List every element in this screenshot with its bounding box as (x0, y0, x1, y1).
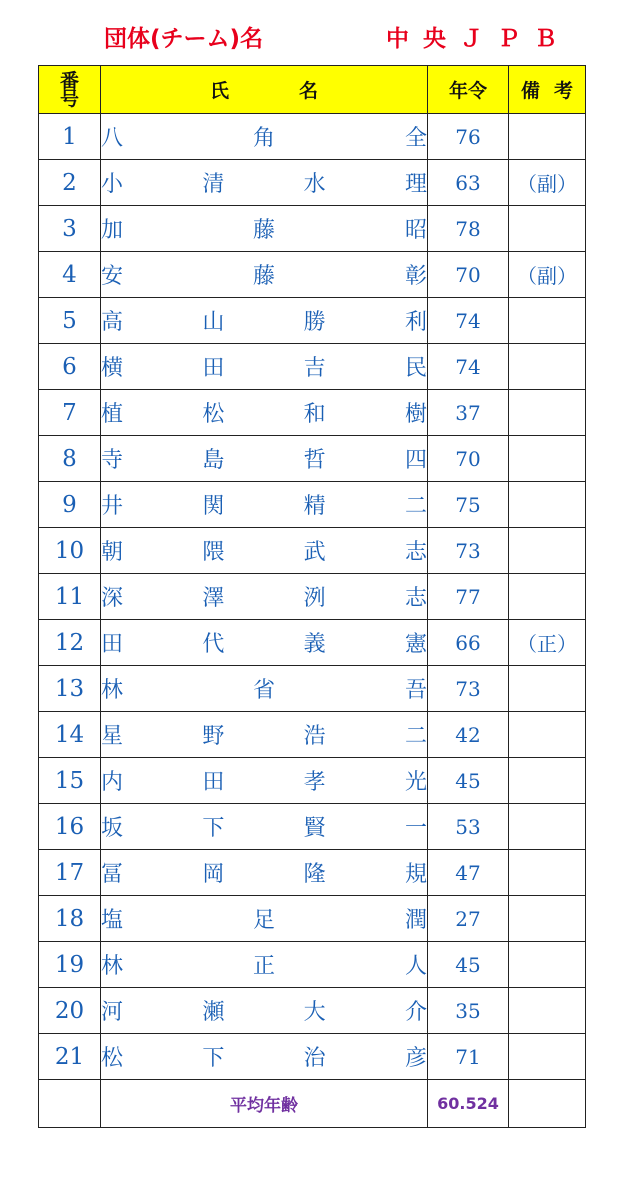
member-note (509, 942, 586, 988)
member-number: 11 (39, 574, 101, 620)
average-blank-cell (39, 1080, 101, 1128)
team-label: 団体(チーム)名 (104, 26, 264, 52)
team-name: 中央ＪＰＢ (386, 26, 571, 52)
member-note (509, 114, 586, 160)
member-note (509, 344, 586, 390)
table-row (39, 252, 586, 298)
age-column-header: 年令 (428, 66, 509, 114)
table-row (39, 942, 586, 988)
table-row (39, 620, 586, 666)
member-age: 45 (428, 942, 509, 988)
table-row (39, 482, 586, 528)
member-age: 53 (428, 804, 509, 850)
table-row (39, 390, 586, 436)
member-age: 75 (428, 482, 509, 528)
table-row (39, 988, 586, 1034)
member-number: 10 (39, 528, 101, 574)
member-name: 横田吉民 (101, 344, 428, 390)
table-row (39, 804, 586, 850)
member-name: 高山勝利 (101, 298, 428, 344)
number-header-bottom: 号 (59, 87, 79, 110)
member-note (509, 528, 586, 574)
average-note-cell (509, 1080, 586, 1128)
header-row (39, 66, 586, 114)
member-name: 八角全 (101, 114, 428, 160)
member-name: 内田孝光 (101, 758, 428, 804)
member-age: 76 (428, 114, 509, 160)
member-name: 安藤彰 (101, 252, 428, 298)
member-name: 林省吾 (101, 666, 428, 712)
note-header-second: 考 (554, 80, 574, 102)
member-name: 松下治彦 (101, 1034, 428, 1080)
table-row (39, 1034, 586, 1080)
member-number: 14 (39, 712, 101, 758)
member-name: 植松和樹 (101, 390, 428, 436)
member-name: 井関精二 (101, 482, 428, 528)
member-age: 45 (428, 758, 509, 804)
member-note (509, 1034, 586, 1080)
table-row (39, 574, 586, 620)
table-row (39, 758, 586, 804)
number-column-header (39, 66, 101, 114)
table-row (39, 850, 586, 896)
member-age: 70 (428, 436, 509, 482)
member-note: （副） (509, 160, 586, 206)
member-number: 15 (39, 758, 101, 804)
member-number: 4 (39, 252, 101, 298)
member-number: 6 (39, 344, 101, 390)
member-age: 37 (428, 390, 509, 436)
member-note (509, 298, 586, 344)
team-title (0, 18, 640, 52)
average-row (39, 1080, 586, 1128)
member-number: 21 (39, 1034, 101, 1080)
note-header-first: 備 (520, 80, 540, 102)
name-header-second: 名 (299, 80, 319, 102)
member-note: （正） (509, 620, 586, 666)
member-note (509, 896, 586, 942)
member-age: 74 (428, 344, 509, 390)
table-row (39, 344, 586, 390)
member-number: 9 (39, 482, 101, 528)
table-row (39, 666, 586, 712)
member-name: 深澤洌志 (101, 574, 428, 620)
member-number: 18 (39, 896, 101, 942)
member-note (509, 436, 586, 482)
name-header-first: 氏 (209, 80, 229, 102)
note-column-header (509, 66, 586, 114)
member-number: 7 (39, 390, 101, 436)
member-note (509, 482, 586, 528)
member-age: 78 (428, 206, 509, 252)
member-number: 20 (39, 988, 101, 1034)
member-name: 星野浩二 (101, 712, 428, 758)
member-note: （副） (509, 252, 586, 298)
member-name: 冨岡隆規 (101, 850, 428, 896)
member-note (509, 206, 586, 252)
table-row (39, 206, 586, 252)
member-age: 35 (428, 988, 509, 1034)
member-age: 47 (428, 850, 509, 896)
member-number: 2 (39, 160, 101, 206)
member-age: 73 (428, 528, 509, 574)
member-name: 塩足潤 (101, 896, 428, 942)
member-age: 77 (428, 574, 509, 620)
member-age: 74 (428, 298, 509, 344)
member-age: 42 (428, 712, 509, 758)
member-number: 8 (39, 436, 101, 482)
member-age: 70 (428, 252, 509, 298)
member-name: 坂下賢一 (101, 804, 428, 850)
member-name: 林正人 (101, 942, 428, 988)
member-age: 63 (428, 160, 509, 206)
member-note (509, 758, 586, 804)
member-age: 27 (428, 896, 509, 942)
member-age: 73 (428, 666, 509, 712)
member-number: 5 (39, 298, 101, 344)
table-row (39, 528, 586, 574)
member-number: 3 (39, 206, 101, 252)
roster-table (38, 65, 586, 1128)
member-note (509, 390, 586, 436)
member-note (509, 666, 586, 712)
table-row (39, 298, 586, 344)
member-name: 田代義憲 (101, 620, 428, 666)
member-number: 13 (39, 666, 101, 712)
table-row (39, 712, 586, 758)
member-name: 朝隈武志 (101, 528, 428, 574)
member-note (509, 712, 586, 758)
member-note (509, 804, 586, 850)
number-header-top: 番 (59, 69, 79, 92)
member-name: 小清水理 (101, 160, 428, 206)
member-number: 17 (39, 850, 101, 896)
member-number: 1 (39, 114, 101, 160)
table-row (39, 160, 586, 206)
member-number: 12 (39, 620, 101, 666)
member-number: 16 (39, 804, 101, 850)
member-number: 19 (39, 942, 101, 988)
member-name: 寺島哲四 (101, 436, 428, 482)
member-note (509, 988, 586, 1034)
member-note (509, 850, 586, 896)
member-name: 加藤昭 (101, 206, 428, 252)
roster-body (39, 114, 586, 1080)
average-age-label: 平均年齢 (101, 1080, 428, 1128)
member-age: 71 (428, 1034, 509, 1080)
average-age-value: 60.524 (428, 1080, 509, 1128)
table-row (39, 114, 586, 160)
name-column-header (101, 66, 428, 114)
member-note (509, 574, 586, 620)
member-name: 河瀬大介 (101, 988, 428, 1034)
table-row (39, 896, 586, 942)
member-age: 66 (428, 620, 509, 666)
table-row (39, 436, 586, 482)
